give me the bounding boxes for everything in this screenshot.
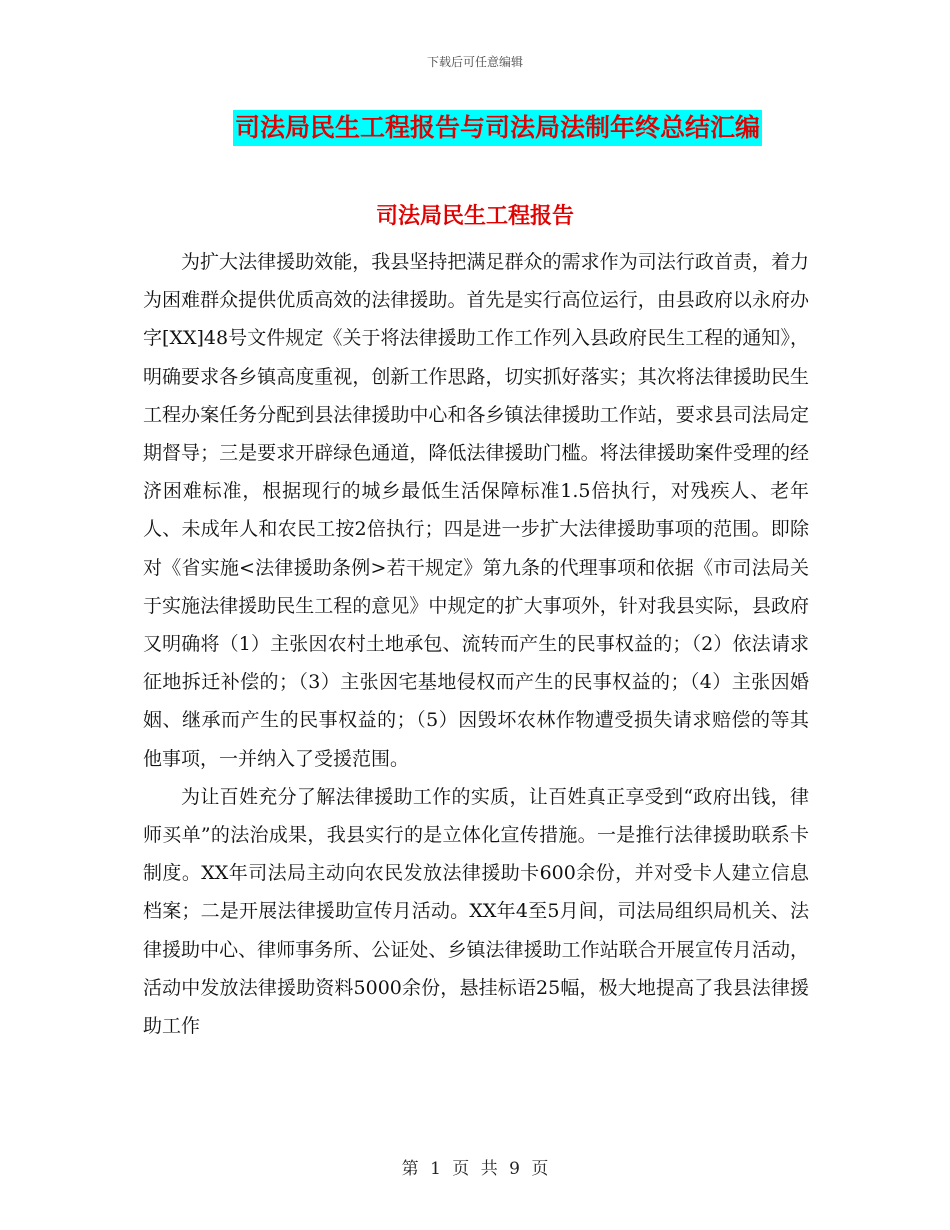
main-title-container [0, 110, 950, 146]
document-body [143, 243, 809, 1045]
document-main-title: 司法局民生工程报告与司法局法制年终总结汇编 [233, 110, 762, 146]
body-paragraph-2: 为让百姓充分了解法律援助工作的实质，让百姓真正享受到“政府出钱，律师买单”的法治成果，我县实行的是立体化宣传措施。一是推行法律援助联系卡制度。XX年司法局主动向农民发放法律援助卡600余份，并对受卡人建立信息档案；二是开展法律援助宣传月活动。XX年4至5月间，司法局组织局机关、法律援助中心、律师事务所、公证处、乡镇法律援助工作站联合开展宣传月活动，活动中发放法律援助资料5000余份，悬挂标语25幅，极大地提高了我县法律援助工作 [143, 785, 809, 1038]
body-paragraph-1: 为扩大法律援助效能，我县坚持把满足群众的需求作为司法行政首责，着力为困难群众提供优质高效的法律援助。首先是实行高位运行，由县政府以永府办字[XX]48号文件规定《关于将法律援助工作工作列入县政府民生工程的通知》，明确要求各乡镇高度重视，创新工作思路，切实抓好落实；其次将法律援助民生工程办案任务分配到县法律援助中心和各乡镇法律援助工作站，要求县司法局定期督导；三是要求开辟绿色通道，降低法律援助门槛。将法律援助案件受理的经济困难标准，根据现行的城乡最低生活保障标准1.5倍执行，对残疾人、老年人、未成年人和农民工按2倍执行；四是进一步扩大法律援助事项的范围。即除对《省实施<法律援助条例>若干规定》第九条的代理事项和依据《市司法局关于实施法律援助民生工程的意见》中规定的扩大事项外，针对我县实际，县政府又明确将（1）主张因农村土地承包、流转而产生的民事权益的；（2）依法请求征地拆迁补偿的；（3）主张因宅基地侵权而产生的民事权益的；（4）主张因婚姻、继承而产生的民事权益的；（5）因毁坏农林作物遭受损失请求赔偿的等其他事项，一并纳入了受援范围。 [143, 251, 809, 770]
header-note: 下载后可任意编辑 [426, 55, 523, 69]
page-number-footer: 第 1 页 共 9 页 [401, 1159, 549, 1179]
section-title: 司法局民生工程报告 [375, 204, 574, 229]
